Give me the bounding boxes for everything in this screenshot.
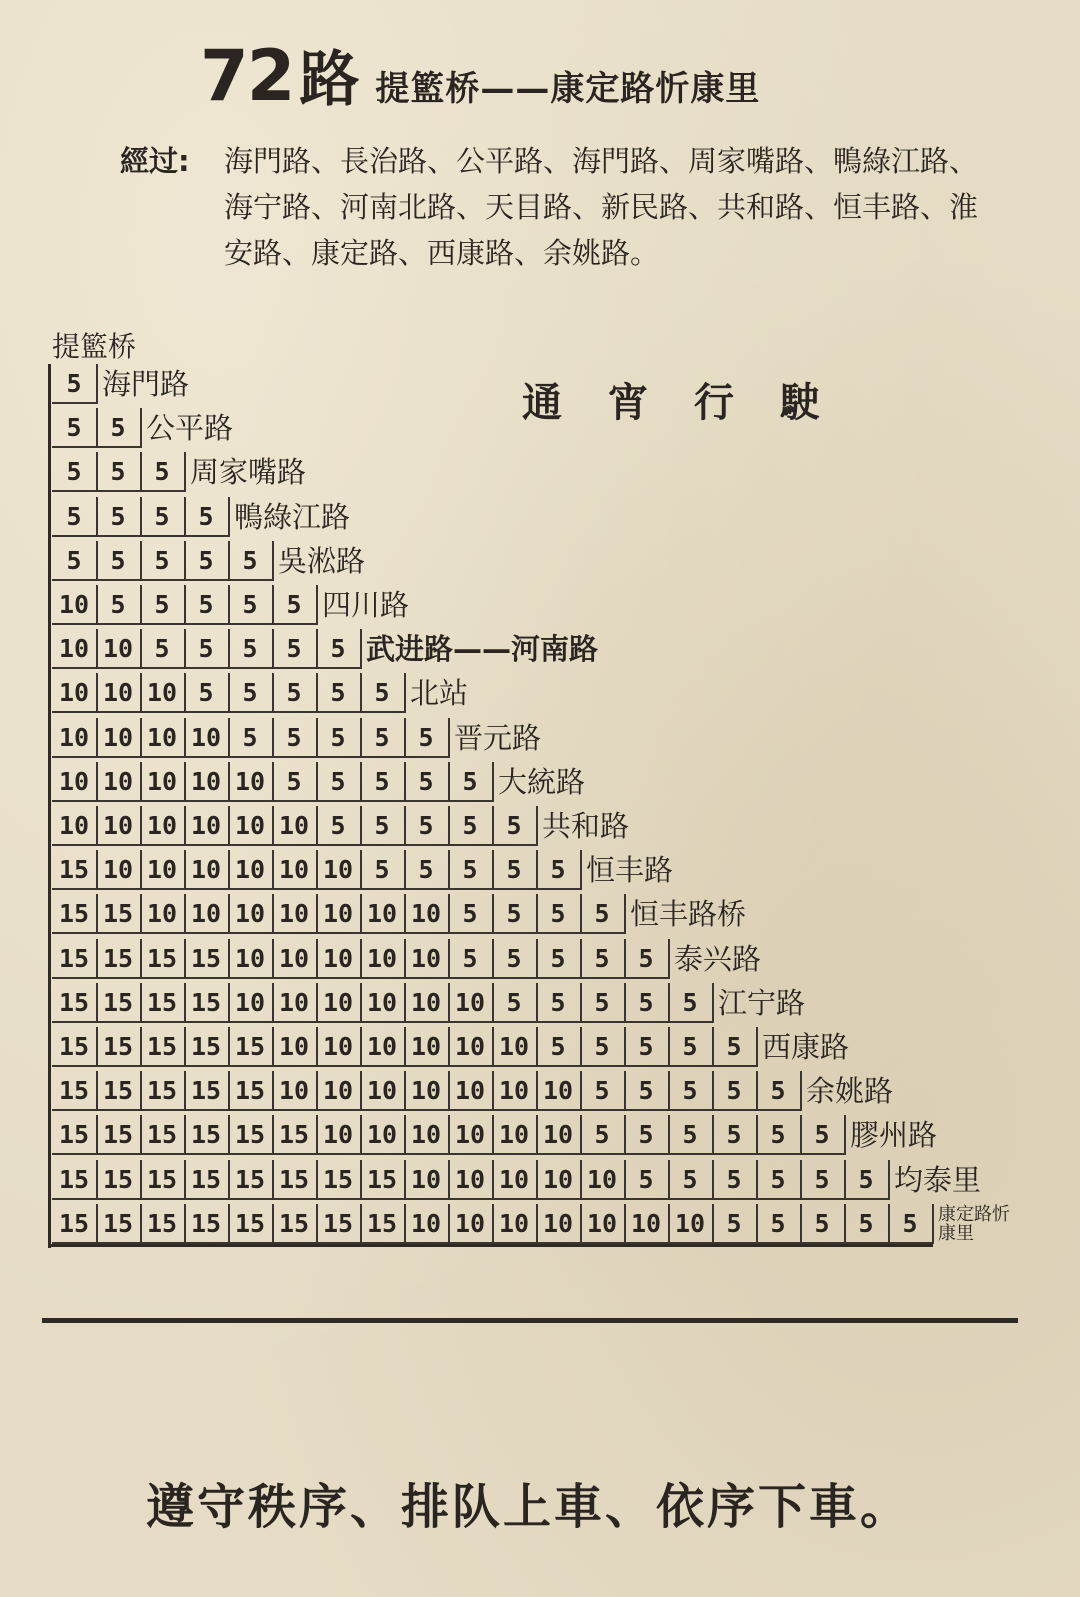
fare-cell: 5 [800, 1160, 846, 1200]
fare-row-stop: 恒丰路 [586, 853, 674, 887]
fare-cell: 5 [272, 629, 318, 669]
fare-cell: 15 [184, 1071, 230, 1111]
fare-cell: 10 [184, 806, 230, 846]
fare-cell: 10 [140, 762, 186, 802]
fare-cell: 15 [96, 983, 142, 1023]
fare-cell: 10 [360, 1027, 406, 1067]
fare-cell: 15 [272, 1204, 318, 1244]
fare-cell: 10 [52, 806, 98, 846]
fare-cell: 10 [228, 762, 274, 802]
fare-cell: 5 [492, 806, 538, 846]
fare-cell: 10 [184, 762, 230, 802]
fare-cell: 5 [844, 1204, 890, 1244]
fare-cell: 5 [228, 585, 274, 625]
fare-cell: 5 [844, 1160, 890, 1200]
fare-cell: 5 [52, 541, 98, 581]
fare-cell: 15 [96, 1204, 142, 1244]
fare-cell: 5 [888, 1204, 934, 1244]
fare-cell: 5 [800, 1204, 846, 1244]
fare-cell: 5 [184, 585, 230, 625]
fare-cell: 15 [96, 1115, 142, 1155]
fare-cell: 5 [140, 452, 186, 492]
fare-cell: 10 [52, 762, 98, 802]
fare-cell: 10 [668, 1204, 714, 1244]
fare-row-stop: 均泰里 [894, 1163, 982, 1197]
fare-cell: 10 [360, 894, 406, 934]
fare-cell: 15 [52, 1204, 98, 1244]
fare-cell: 10 [624, 1204, 670, 1244]
via-stops: 海門路、長治路、公平路、海門路、周家嘴路、鴨綠江路、海宁路、河南北路、天目路、新民路、共和路、恒丰路、淮安路、康定路、西康路、余姚路。 [224, 144, 979, 270]
fare-cell: 5 [668, 1071, 714, 1111]
fare-cell: 15 [96, 1027, 142, 1067]
fare-cell: 5 [448, 850, 494, 890]
fare-cell: 5 [272, 762, 318, 802]
fare-cell: 5 [492, 850, 538, 890]
fare-cell: 10 [404, 1204, 450, 1244]
fare-cell: 5 [404, 718, 450, 758]
fare-cell: 15 [272, 1160, 318, 1200]
fare-cell: 5 [624, 983, 670, 1023]
fare-cell: 5 [536, 983, 582, 1023]
fare-cell: 15 [228, 1027, 274, 1067]
fare-cell: 5 [756, 1204, 802, 1244]
fare-row-stop: 江宁路 [718, 986, 806, 1020]
fare-row-stop: 泰兴路 [674, 942, 762, 976]
fare-cell: 10 [96, 718, 142, 758]
fare-cell: 10 [316, 983, 362, 1023]
fare-cell: 10 [184, 894, 230, 934]
fare-row-stop: 鴨綠江路 [234, 500, 351, 534]
fare-cell: 15 [52, 1027, 98, 1067]
fare-cell: 10 [272, 1071, 318, 1111]
fare-cell: 10 [448, 1071, 494, 1111]
fare-cell: 5 [580, 939, 626, 979]
fare-cell: 5 [140, 497, 186, 537]
fare-cell: 10 [492, 1204, 538, 1244]
fare-cell: 15 [316, 1160, 362, 1200]
fare-cell: 15 [96, 939, 142, 979]
fare-cell: 5 [272, 718, 318, 758]
fare-cell: 5 [536, 894, 582, 934]
fare-row-stop: 西康路 [762, 1030, 850, 1064]
fare-cell: 5 [492, 894, 538, 934]
fare-cell: 10 [492, 1115, 538, 1155]
fare-cell: 10 [140, 850, 186, 890]
fare-row-stop: 共和路 [542, 809, 630, 843]
fare-row-stop: 吳淞路 [278, 544, 366, 578]
fare-cell: 15 [228, 1115, 274, 1155]
fare-cell: 10 [360, 939, 406, 979]
fare-cell: 5 [536, 850, 582, 890]
fare-cell: 10 [272, 894, 318, 934]
fare-cell: 15 [96, 894, 142, 934]
fare-cell: 5 [272, 585, 318, 625]
fare-row-stop: 武进路——河南路 [366, 632, 599, 666]
fare-cell: 10 [404, 1115, 450, 1155]
fare-cell: 10 [316, 1115, 362, 1155]
fare-cell: 5 [316, 762, 362, 802]
fare-cell: 5 [140, 629, 186, 669]
fare-cell: 5 [800, 1115, 846, 1155]
fare-cell: 10 [536, 1160, 582, 1200]
fare-cell: 5 [536, 939, 582, 979]
fare-cell: 5 [492, 983, 538, 1023]
fare-cell: 5 [624, 1115, 670, 1155]
fare-cell: 5 [404, 806, 450, 846]
fare-cell: 10 [404, 1027, 450, 1067]
fare-cell: 10 [272, 939, 318, 979]
fare-cell: 5 [404, 762, 450, 802]
fare-cell: 10 [360, 1071, 406, 1111]
fare-cell: 5 [140, 585, 186, 625]
fare-cell: 10 [228, 939, 274, 979]
fare-cell: 15 [228, 1160, 274, 1200]
fare-cell: 10 [360, 1115, 406, 1155]
fare-cell: 10 [52, 585, 98, 625]
fare-cell: 10 [492, 1027, 538, 1067]
fare-cell: 5 [624, 939, 670, 979]
fare-cell: 10 [140, 894, 186, 934]
fare-cell: 5 [228, 673, 274, 713]
fare-cell: 5 [668, 1027, 714, 1067]
fare-cell: 5 [184, 497, 230, 537]
fare-cell: 5 [52, 452, 98, 492]
fare-cell: 5 [624, 1071, 670, 1111]
fare-cell: 5 [360, 718, 406, 758]
fare-cell: 15 [140, 1071, 186, 1111]
fare-cell: 10 [316, 894, 362, 934]
fare-cell: 15 [360, 1160, 406, 1200]
night-service-note: 通宵行駛 [522, 380, 866, 426]
fare-cell: 10 [184, 850, 230, 890]
fare-cell: 5 [712, 1204, 758, 1244]
fare-cell: 5 [712, 1160, 758, 1200]
fare-cell: 5 [756, 1160, 802, 1200]
fare-cell: 10 [228, 894, 274, 934]
fare-cell: 5 [448, 762, 494, 802]
fare-cell: 5 [668, 983, 714, 1023]
fare-cell: 5 [52, 497, 98, 537]
fare-cell: 10 [96, 806, 142, 846]
fare-table [50, 364, 1050, 1268]
fare-cell: 15 [184, 1204, 230, 1244]
fare-cell: 10 [580, 1160, 626, 1200]
fare-cell: 15 [52, 850, 98, 890]
fare-cell: 15 [52, 939, 98, 979]
fare-cell: 15 [140, 1115, 186, 1155]
fare-cell: 5 [624, 1160, 670, 1200]
fare-cell: 10 [404, 939, 450, 979]
fare-cell: 5 [96, 541, 142, 581]
fare-cell: 15 [184, 1160, 230, 1200]
route-number: 72 [200, 35, 294, 117]
fare-cell: 5 [712, 1115, 758, 1155]
fare-cell: 10 [96, 673, 142, 713]
fare-cell: 5 [316, 629, 362, 669]
fare-row-stop: 四川路 [322, 588, 410, 622]
fare-cell: 10 [492, 1160, 538, 1200]
fare-cell: 10 [228, 850, 274, 890]
fare-cell: 10 [404, 983, 450, 1023]
fare-cell: 10 [536, 1115, 582, 1155]
fare-cell: 5 [96, 585, 142, 625]
table-bottom-border [48, 1244, 933, 1247]
fare-cell: 10 [536, 1204, 582, 1244]
fare-cell: 5 [580, 983, 626, 1023]
fare-row-stop: 大統路 [498, 765, 586, 799]
fare-cell: 10 [52, 718, 98, 758]
fare-cell: 5 [272, 673, 318, 713]
fare-cell: 5 [712, 1071, 758, 1111]
fare-cell: 15 [316, 1204, 362, 1244]
fare-cell: 5 [360, 806, 406, 846]
fare-cell: 15 [140, 983, 186, 1023]
fare-cell: 10 [448, 1204, 494, 1244]
fare-cell: 15 [140, 1027, 186, 1067]
fare-cell: 10 [580, 1204, 626, 1244]
fare-cell: 10 [228, 806, 274, 846]
fare-cell: 10 [536, 1071, 582, 1111]
fare-cell: 10 [228, 983, 274, 1023]
fare-cell: 10 [316, 850, 362, 890]
fare-cell: 5 [184, 629, 230, 669]
fare-cell: 5 [228, 541, 274, 581]
fare-row-stop: 晋元路 [454, 721, 542, 755]
via-section [120, 138, 980, 276]
fare-cell: 15 [52, 1071, 98, 1111]
fare-cell: 10 [448, 983, 494, 1023]
fare-cell: 10 [96, 629, 142, 669]
fare-cell: 15 [52, 983, 98, 1023]
via-label: 經过: [120, 144, 190, 178]
fare-cell: 5 [624, 1027, 670, 1067]
fare-cell: 5 [756, 1115, 802, 1155]
fare-cell: 5 [316, 673, 362, 713]
fare-cell: 5 [184, 541, 230, 581]
fare-cell: 10 [492, 1071, 538, 1111]
fare-cell: 15 [228, 1071, 274, 1111]
fare-cell: 5 [448, 806, 494, 846]
fare-cell: 5 [228, 629, 274, 669]
start-stop: 提籃桥 [52, 330, 137, 363]
fare-cell: 5 [360, 673, 406, 713]
fare-cell: 10 [404, 1160, 450, 1200]
fare-cell: 15 [140, 1160, 186, 1200]
fare-cell: 5 [580, 1115, 626, 1155]
fare-cell: 5 [96, 408, 142, 448]
fare-row-stop: 海門路 [102, 367, 190, 401]
fare-cell: 5 [404, 850, 450, 890]
route-unit: 路 [299, 45, 360, 115]
fare-row-stop: 北站 [410, 676, 469, 710]
fare-row-stop: 恒丰路桥 [630, 897, 747, 931]
fare-cell: 10 [316, 1071, 362, 1111]
fare-cell: 5 [668, 1115, 714, 1155]
fare-cell: 10 [272, 850, 318, 890]
fare-cell: 10 [272, 806, 318, 846]
fare-cell: 15 [52, 894, 98, 934]
fare-cell: 5 [52, 364, 98, 404]
fare-cell: 10 [448, 1160, 494, 1200]
fare-cell: 10 [140, 806, 186, 846]
route-header [200, 32, 760, 118]
fare-cell: 10 [448, 1027, 494, 1067]
fare-cell: 10 [360, 983, 406, 1023]
fare-cell: 15 [140, 1204, 186, 1244]
fare-cell: 15 [272, 1115, 318, 1155]
fare-cell: 5 [448, 939, 494, 979]
fare-cell: 10 [404, 894, 450, 934]
fare-cell: 5 [756, 1071, 802, 1111]
fare-cell: 5 [96, 452, 142, 492]
fare-cell: 10 [52, 673, 98, 713]
fare-cell: 5 [668, 1160, 714, 1200]
fare-cell: 5 [580, 894, 626, 934]
fare-cell: 5 [52, 408, 98, 448]
fare-cell: 15 [184, 983, 230, 1023]
fare-cell: 5 [140, 541, 186, 581]
route-termini: 提籃桥——康定路忻康里 [375, 69, 761, 109]
fare-cell: 5 [712, 1027, 758, 1067]
fare-cell: 15 [140, 939, 186, 979]
fare-cell: 10 [184, 718, 230, 758]
fare-cell: 15 [52, 1115, 98, 1155]
fare-cell: 10 [96, 762, 142, 802]
fare-cell: 5 [316, 806, 362, 846]
fare-row-stop: 膠州路 [850, 1118, 938, 1152]
fare-cell: 5 [580, 1071, 626, 1111]
fare-cell: 5 [184, 673, 230, 713]
fare-row-stop: 周家嘴路 [190, 455, 307, 489]
fare-row-stop: 余姚路 [806, 1074, 894, 1108]
fare-cell: 10 [96, 850, 142, 890]
fare-cell: 5 [536, 1027, 582, 1067]
fare-cell: 5 [492, 939, 538, 979]
fare-cell: 5 [96, 497, 142, 537]
fare-cell: 5 [360, 762, 406, 802]
fare-cell: 5 [448, 894, 494, 934]
fare-cell: 10 [140, 673, 186, 713]
fare-cell: 15 [184, 1115, 230, 1155]
fare-cell: 10 [52, 629, 98, 669]
fare-cell: 5 [316, 718, 362, 758]
divider-rule [42, 1318, 1018, 1323]
fare-cell: 10 [404, 1071, 450, 1111]
fare-cell: 10 [316, 1027, 362, 1067]
fare-cell: 15 [96, 1160, 142, 1200]
fare-cell: 10 [316, 939, 362, 979]
fare-row-stop: 康定路忻康里 [938, 1204, 1010, 1244]
fare-cell: 10 [140, 718, 186, 758]
fare-cell: 15 [184, 1027, 230, 1067]
fare-cell: 10 [272, 983, 318, 1023]
fare-row-stop: 公平路 [146, 411, 234, 445]
fare-cell: 10 [272, 1027, 318, 1067]
fare-cell: 15 [52, 1160, 98, 1200]
fare-cell: 5 [580, 1027, 626, 1067]
fare-cell: 15 [96, 1071, 142, 1111]
fare-cell: 10 [448, 1115, 494, 1155]
fare-cell: 15 [360, 1204, 406, 1244]
fare-cell: 5 [360, 850, 406, 890]
fare-cell: 15 [228, 1204, 274, 1244]
fare-cell: 15 [184, 939, 230, 979]
slogan: 遵守秩序、排队上車、依序下車。 [146, 1479, 912, 1535]
fare-cell: 5 [228, 718, 274, 758]
